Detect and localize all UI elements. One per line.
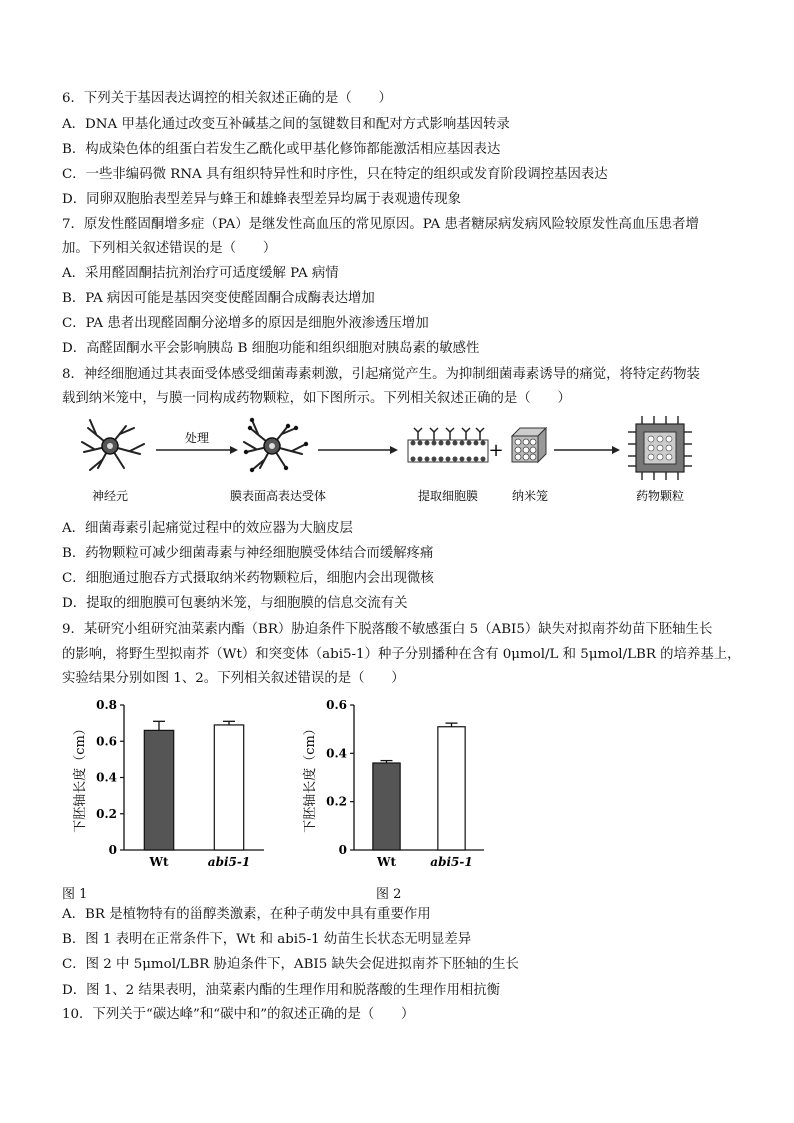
y-tick-label: 0.4 (326, 746, 347, 761)
q9-stem-line3: 实验结果分别如图 1、2。下列相关叙述错误的是（ ） (62, 671, 405, 686)
q8-stem-line1: 8．神经细胞通过其表面受体感受细菌毒素刺激，引起痛觉产生。为抑制细菌毒素诱导的痛觉，将特定药物装 (62, 367, 700, 382)
bar-Wt (144, 730, 173, 850)
q9-option-b: B．图 1 表明在正常条件下，Wt 和 abi5-1 幼苗生长状态无明显差异 (62, 932, 472, 947)
q8-process-figure (60, 410, 740, 510)
y-tick-label: 0 (108, 843, 117, 857)
q9-option-a: A．BR 是植物特有的甾醇类激素，在种子萌发中具有重要作用 (62, 907, 431, 922)
q6-stem: 6．下列关于基因表达调控的相关叙述正确的是（ ） (62, 91, 392, 106)
q7-stem-line1: 7．原发性醛固酮增多症（PA）是继发性高血压的常见原因。PA 患者糖尿病发病风险较原发性高血压患者增 (62, 217, 699, 232)
q7-stem-line2: 加。下列相关叙述错误的是（ ） (62, 241, 277, 256)
q10-stem: 10．下列关于“碳达峰”和“碳中和”的叙述正确的是（ ） (62, 1007, 415, 1022)
x-tick-label: Wt (376, 855, 397, 869)
cell-membrane-icon (408, 428, 488, 462)
y-tick-label: 0.8 (96, 698, 117, 712)
label-neuron: 神经元 (91, 489, 129, 503)
x-tick-label: abi5-1 (430, 855, 473, 869)
figure-1-caption: 图 1 (62, 887, 88, 902)
q7-option-c: C．PA 患者出现醛固酮分泌增多的原因是细胞外液渗透压增加 (62, 316, 429, 331)
y-tick-label: 0.4 (96, 770, 117, 785)
q8-option-a: A．细菌毒素引起痛觉过程中的效应器为大脑皮层 (62, 521, 353, 536)
plus-sign: + (488, 440, 504, 461)
y-axis-label: 下胚轴长度（cm） (73, 722, 88, 833)
arrow-label: 处理 (184, 431, 210, 445)
q6-option-d: D．同卵双胞胎表型差异与蜂王和雄蜂表型差异均属于表观遗传现象 (62, 192, 462, 207)
bar-abi5-1 (438, 727, 465, 850)
y-axis-label: 下胚轴长度（cm） (303, 722, 318, 833)
q9-option-d: D．图 1、2 结果表明，油菜素内酯的生理作用和脱落酸的生理作用相抗衡 (62, 983, 501, 998)
q6-option-c: C．一些非编码微 RNA 具有组织特异性和时序性，只在特定的组织或发育阶段调控基因表达 (62, 167, 608, 182)
q8-stem-line2: 载到纳米笼中，与膜一同构成药物颗粒，如下图所示。下列相关叙述正确的是（ ） (62, 391, 571, 406)
q9-stem-line2: 的影响，将野生型拟南芥（Wt）和突变体（abi5-1）种子分别播种在含有 0μmol/L 和 5μmol/LBR 的培养基上， (62, 647, 741, 662)
figure-1-bar-chart (62, 692, 272, 872)
q8-option-c: C．细胞通过胞吞方式摄取纳米药物颗粒后，细胞内会出现微核 (62, 571, 434, 586)
y-tick-label: 0 (338, 843, 347, 857)
bar-abi5-1 (214, 725, 243, 850)
q7-option-a: A．采用醛固酮拮抗剂治疗可适度缓解 PA 病情 (62, 266, 339, 281)
q8-option-b: B．药物颗粒可减少细菌毒素与神经细胞膜受体结合而缓解疼痛 (62, 546, 434, 561)
y-tick-label: 0.6 (96, 734, 117, 749)
drug-particle-icon (628, 416, 692, 480)
q6-option-b: B．构成染色体的组蛋白若发生乙酰化或甲基化修饰都能激活相应基因表达 (62, 142, 501, 157)
q9-stem-line1: 9．某研究小组研究油菜素内酯（BR）胁迫条件下脱落酸不敏感蛋白 5（ABI5）缺失对拟南芥幼苗下胚轴生长 (62, 622, 713, 637)
q9-option-c: C．图 2 中 5μmol/LBR 胁迫条件下，ABI5 缺失会促进拟南芥下胚轴的生长 (62, 957, 519, 972)
q6-option-a: A．DNA 甲基化通过改变互补碱基之间的氢键数目和配对方式影响基因转录 (62, 117, 510, 132)
figure-2-caption: 图 2 (376, 887, 402, 902)
y-tick-label: 0.2 (326, 794, 347, 809)
label-receptor: 膜表面高表达受体 (229, 489, 327, 503)
q7-option-d: D．高醛固酮水平会影响胰岛 B 细胞功能和组织细胞对胰岛素的敏感性 (62, 341, 480, 356)
label-cage: 纳米笼 (511, 489, 549, 503)
bar-Wt (373, 763, 400, 850)
x-tick-label: abi5-1 (207, 855, 251, 869)
receptor-neuron-icon (244, 418, 308, 472)
q7-option-b: B．PA 病因可能是基因突变使醛固酮合成酶表达增加 (62, 291, 375, 306)
label-particle: 药物颗粒 (635, 489, 685, 503)
x-tick-label: Wt (149, 855, 169, 869)
neuron-icon (82, 420, 144, 470)
y-tick-label: 0.2 (96, 806, 117, 821)
y-tick-label: 0.6 (326, 698, 347, 712)
q8-option-d: D．提取的细胞膜可包裹纳米笼，与细胞膜的信息交流有关 (62, 596, 408, 611)
nanocage-icon (512, 428, 546, 462)
figure-2-bar-chart (292, 692, 492, 872)
label-membrane: 提取细胞膜 (417, 489, 479, 503)
